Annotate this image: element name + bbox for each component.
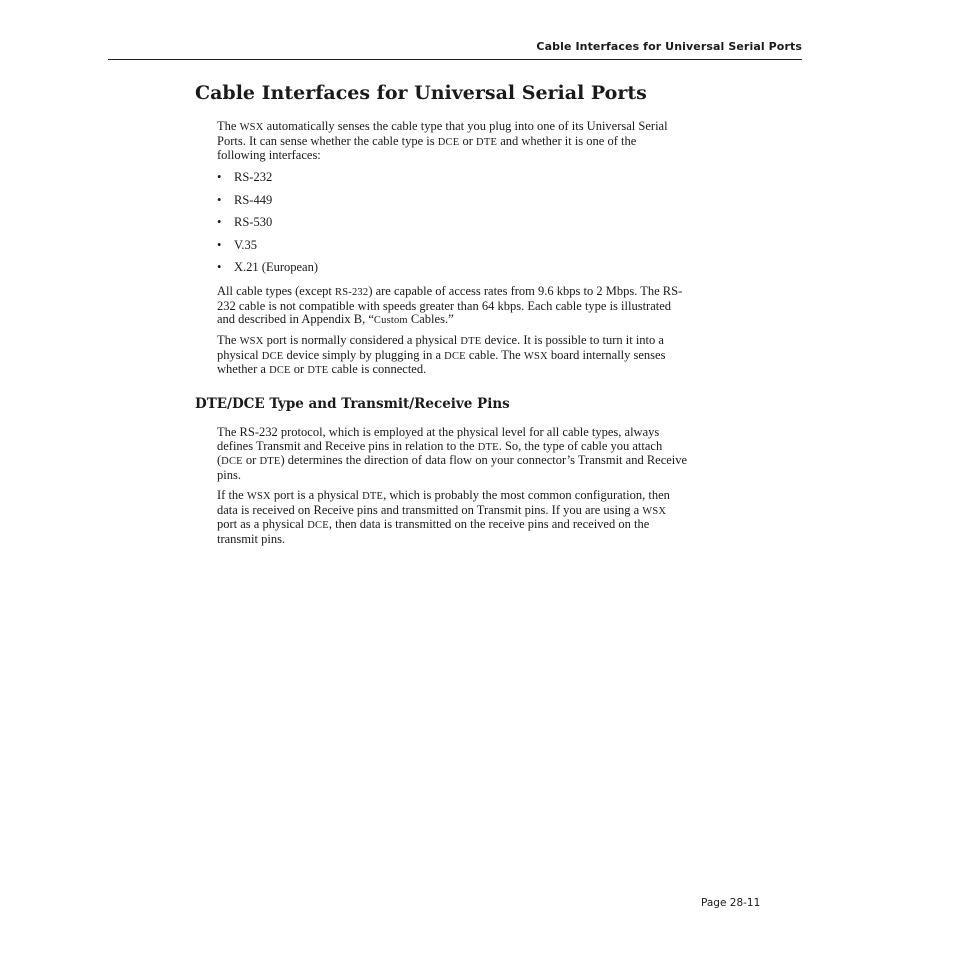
- text: or: [242, 453, 260, 467]
- bullet-icon: •: [217, 192, 222, 207]
- text: ) are capable of access rates from 9.6 kbps to 2 Mbps. The RS-: [368, 284, 683, 298]
- running-header: Cable Interfaces for Universal Serial Ports: [536, 40, 802, 53]
- section-title: Cable Interfaces for Universal Serial Ports: [195, 82, 647, 104]
- text-line: [217, 300, 762, 314]
- interface-name: RS-530: [234, 215, 273, 230]
- acronym: DCE: [221, 456, 243, 467]
- text: , then data is transmitted on the receive pins and received on the: [328, 517, 650, 531]
- text-line: [217, 533, 762, 547]
- list-item: [217, 214, 318, 237]
- interface-list: [217, 169, 318, 282]
- text-line: [217, 334, 762, 349]
- text-line: [217, 518, 762, 533]
- interface-name: X.21 (European): [234, 260, 318, 275]
- text: cable is connected.: [328, 362, 427, 376]
- text: and described in Appendix B, “: [217, 312, 374, 326]
- text-line: [217, 120, 762, 135]
- text: and whether it is one of the: [497, 133, 637, 148]
- acronym: DCE: [437, 136, 460, 148]
- text: The: [217, 333, 240, 347]
- acronym: DTE: [477, 441, 499, 453]
- text: 232 cable is not compatible with speeds greater than 64 kbps. Each cable type is illustrated: [217, 298, 672, 313]
- acronym: WSX: [239, 336, 264, 347]
- bullet-icon: •: [217, 237, 222, 252]
- text: port as a physical: [217, 517, 308, 531]
- text-line: [217, 363, 762, 378]
- text: cable. The: [465, 347, 524, 362]
- protocol-paragraph: [217, 426, 762, 482]
- text-line: [217, 349, 762, 364]
- text: The RS-232 protocol, which is employed at the physical level for all cable types, always: [217, 425, 660, 439]
- text: If the: [217, 488, 247, 502]
- text: transmit pins.: [217, 531, 286, 546]
- acronym: DCE: [269, 365, 291, 376]
- interface-name: RS-449: [234, 192, 273, 207]
- text-line: [217, 454, 762, 469]
- acronym: WSX: [523, 350, 548, 362]
- text-line: [217, 489, 762, 504]
- text: data is received on Receive pins and transmitted on Transmit pins. If you are using a: [217, 502, 643, 517]
- intro-paragraph: [217, 120, 762, 163]
- text-line: [217, 313, 762, 328]
- acronym: DTE: [460, 336, 482, 347]
- text: device simply by plugging in a: [283, 347, 445, 362]
- text: port is a physical: [270, 488, 363, 502]
- text: following interfaces:: [217, 148, 321, 162]
- text: All cable types (except: [217, 284, 336, 298]
- acronym: DTE: [259, 456, 281, 467]
- list-item: [217, 237, 318, 260]
- acronym: DCE: [444, 350, 466, 362]
- interface-name: RS-232: [234, 170, 273, 184]
- acronym: WSX: [246, 491, 271, 502]
- acronym: DCE: [261, 350, 284, 362]
- interface-name: V.35: [234, 237, 258, 252]
- bullet-icon: •: [217, 215, 222, 230]
- text: Ports. It can sense whether the cable type is: [217, 133, 438, 148]
- text: pins.: [217, 467, 241, 482]
- text: board internally senses: [547, 347, 666, 362]
- text-line: [217, 440, 762, 455]
- text: . So, the type of cable you attach: [498, 438, 663, 453]
- text: or: [459, 133, 477, 148]
- text: defines Transmit and Receive pins in relation to the: [217, 438, 478, 453]
- list-item: [217, 169, 318, 192]
- acronym: RS-232: [335, 287, 369, 298]
- list-item: [217, 259, 318, 282]
- text-line: [217, 469, 762, 483]
- acronym: DTE: [362, 491, 384, 502]
- text: (: [217, 453, 222, 467]
- text: physical: [217, 347, 262, 362]
- text-line: [217, 504, 762, 519]
- text-line: [217, 135, 762, 150]
- config-paragraph: [217, 489, 762, 546]
- acronym: DCE: [307, 520, 329, 531]
- bullet-icon: •: [217, 260, 222, 275]
- list-item: [217, 192, 318, 215]
- text: ) determines the direction of data flow on your connector’s Transmit and Receive: [280, 453, 688, 467]
- text: Cables.”: [407, 312, 454, 326]
- text: The: [217, 119, 240, 133]
- header-rule: [108, 59, 802, 60]
- text-line: [217, 426, 762, 440]
- text: port is normally considered a physical: [263, 333, 461, 347]
- text: device. It is possible to turn it into a: [481, 333, 664, 347]
- acronym: Custom: [373, 315, 408, 326]
- bullet-icon: •: [217, 170, 222, 184]
- rates-paragraph: [217, 285, 762, 328]
- text-line: [217, 285, 762, 300]
- port-paragraph: [217, 334, 762, 378]
- acronym: WSX: [239, 122, 264, 133]
- text: , which is probably the most common configuration, then: [383, 488, 670, 502]
- text: or: [290, 362, 308, 376]
- text: automatically senses the cable type that you plug into one of its Universal Serial: [263, 119, 668, 133]
- text: whether a: [217, 362, 270, 376]
- page-number: Page 28-11: [701, 897, 761, 909]
- acronym: DTE: [307, 365, 329, 376]
- subsection-title: DTE/DCE Type and Transmit/Receive Pins: [195, 396, 510, 412]
- acronym: DTE: [476, 136, 498, 148]
- acronym: WSX: [642, 505, 667, 517]
- text-line: [217, 149, 762, 163]
